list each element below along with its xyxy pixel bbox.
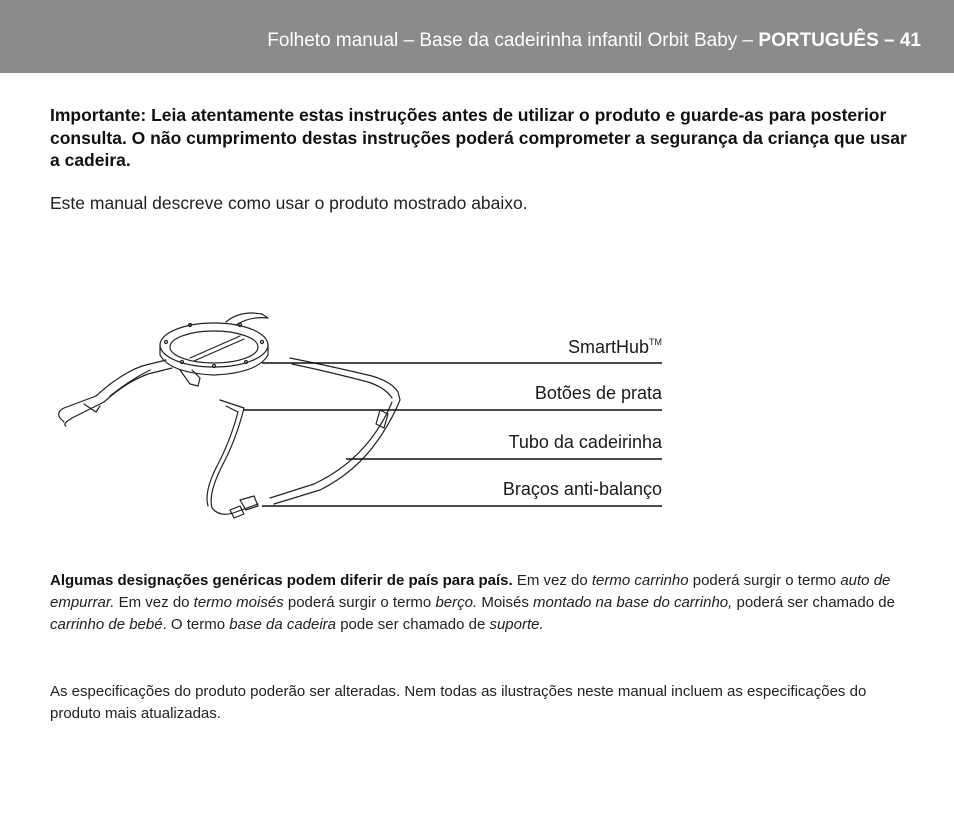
smarthub-ring-side (160, 345, 268, 375)
generic-italic-8: suporte. (489, 616, 544, 633)
label-anti-rebound-arms: Braços anti-balanço (502, 479, 662, 499)
generic-text-2: poderá surgir o termo (688, 572, 841, 589)
generic-terms-bold: Algumas designações genéricas podem diferir de país para país. (50, 572, 513, 589)
header-title-text: Folheto manual – Base da cadeirinha infantil Orbit Baby – (267, 30, 759, 51)
generic-text-7: . O termo (162, 616, 230, 633)
product-illustration (0, 300, 954, 540)
generic-text-1: Em vez do (512, 572, 592, 589)
smarthub-ring-outer (160, 323, 268, 367)
label-silver-buttons: Botões de prata (534, 383, 662, 403)
generic-italic-2: auto de empurrar. (50, 572, 891, 611)
specifications-note: As especificações do produto poderão ser alteradas. Nem todas as ilustrações neste manual incluem as especificações do produto mais atualizadas. (50, 683, 867, 722)
generic-italic-1: termo carrinho (591, 572, 689, 589)
generic-text-8: pode ser chamado de (336, 616, 490, 633)
label-smarthub (568, 337, 662, 358)
intro-text: Este manual descreve como usar o produto mostrado abaixo. (50, 193, 528, 213)
stroller-base-drawing (0, 300, 954, 540)
header-title-bold: PORTUGUÊS – 41 (758, 30, 921, 51)
generic-text-6: poderá ser chamado de (732, 594, 895, 611)
label-seat-tube: Tubo da cadeirinha (508, 432, 662, 452)
label-smarthub-tm: TM (649, 337, 662, 347)
generic-text-5: Moisés (477, 594, 534, 611)
page-header (0, 0, 954, 73)
header-title (267, 30, 921, 52)
generic-italic-5: montado na base do carrinho, (533, 594, 733, 611)
generic-italic-6: carrinho de bebé (50, 616, 163, 633)
generic-italic-7: base da cadeira (229, 616, 337, 633)
generic-italic-4: berço. (435, 594, 478, 611)
generic-italic-3: termo moisés (193, 594, 284, 611)
generic-terms-paragraph (50, 570, 930, 636)
generic-text-4: poderá surgir o termo (283, 594, 436, 611)
label-smarthub-text: SmartHub (567, 337, 649, 357)
important-notice: Importante: Leia atentamente estas instruções antes de utilizar o produto e guarde-as para posterior consulta. O não cumprimento destas instruções poderá comprometer a segurança da criança que usar a cadeira. (50, 105, 907, 170)
generic-text-3: Em vez do (114, 594, 194, 611)
